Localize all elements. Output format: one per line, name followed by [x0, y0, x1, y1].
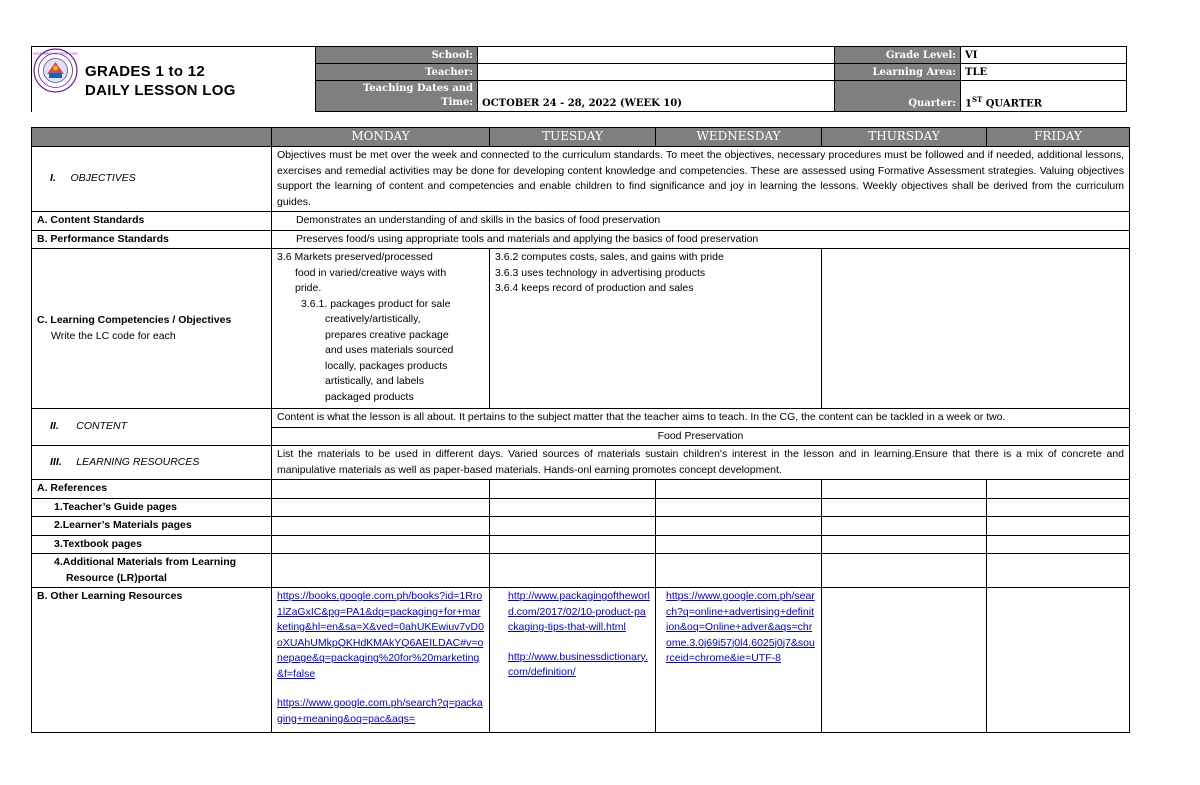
- school-label: School:: [316, 47, 478, 64]
- form-title-line1: GRADES 1 to 12: [85, 63, 206, 80]
- ref-cell[interactable]: [272, 517, 490, 536]
- comp-mon-line: and uses materials sourced: [325, 344, 454, 356]
- objectives-text: Objectives must be met over the week and connected to the curriculum standards. To meet the objectives, necessary procedures must be followed and if needed, additional lessons, exercises and remedial activities may be done for developing content knowledge and competencies. These are assessed using Formative Assessment strategies. Valuing objectives support the learning of content and competencies and enable children to find significance and joy in learning the lessons. Weekly objectives shall be derived from the curriculum guides.: [272, 147, 1130, 212]
- resources-text: List the materials to be used in different days. Varied sources of materials sustain children's interest in the lesson and in learning.Ensure that there is a mix of concrete and manipulative materials as well as paper-based materials. Hands-onl earning promotes concept development.: [272, 446, 1130, 480]
- day-tuesday: TUESDAY: [490, 128, 656, 147]
- comp-mon-line: pride.: [295, 282, 322, 294]
- ref-cell[interactable]: [490, 517, 656, 536]
- ref-cell[interactable]: [822, 535, 987, 554]
- ref-cell[interactable]: [822, 554, 987, 588]
- quarter-field[interactable]: [961, 81, 1127, 112]
- ref-cell[interactable]: [822, 498, 987, 517]
- ref-cell[interactable]: [272, 535, 490, 554]
- comp-mon-line: 3.6 Markets preserved/processed: [277, 251, 433, 263]
- header-info-table: [31, 46, 1127, 112]
- ref-cell[interactable]: [490, 480, 656, 499]
- content-label: [32, 409, 272, 446]
- title-block: [32, 47, 316, 112]
- performance-standards-text: Preserves food/s using appropriate tools and materials and applying the basics of food preservation: [272, 230, 1130, 249]
- grade-level-field[interactable]: VI: [961, 47, 1127, 64]
- ref-cell[interactable]: [987, 535, 1130, 554]
- learning-area-field[interactable]: TLE: [961, 64, 1127, 81]
- ref-cell[interactable]: [272, 554, 490, 588]
- comp-mon-line: 3.6.1. packages product for sale: [301, 297, 451, 310]
- content-text: Content is what the lesson is all about. It pertains to the subject matter that the teacher aims to teach. In the CG, the content can be tackled in a week or two.: [272, 409, 1130, 428]
- other-resources-row: [32, 588, 1130, 733]
- ref-cell[interactable]: [490, 498, 656, 517]
- lm-pages-row: [32, 517, 1130, 536]
- ref-cell[interactable]: [656, 535, 822, 554]
- days-header-row: [32, 128, 1130, 147]
- competencies-tuesday: [490, 249, 822, 409]
- performance-standards-label: B. Performance Standards: [32, 230, 272, 249]
- content-row: [32, 409, 1130, 428]
- day-thursday: THURSDAY: [822, 128, 987, 147]
- comp-mon-line: locally, packages products: [325, 359, 448, 372]
- ref-cell[interactable]: [822, 517, 987, 536]
- quarter-number: 1: [965, 98, 972, 109]
- comp-tue-line: 3.6.4 keeps record of production and sales: [495, 282, 694, 294]
- content-topic: Food Preservation: [272, 427, 1130, 446]
- content-standards-row: [32, 212, 1130, 231]
- ref-cell[interactable]: [656, 517, 822, 536]
- other-resources-monday: [272, 588, 490, 733]
- textbook-pages-label: 3.Textbook pages: [32, 535, 272, 554]
- ref-cell[interactable]: [987, 498, 1130, 517]
- ref-cell[interactable]: [272, 498, 490, 517]
- comp-mon-line: food in varied/creative ways with: [295, 266, 447, 279]
- competencies-monday: [272, 249, 490, 409]
- lr-portal-label-line2: Resource (LR)portal: [66, 571, 167, 584]
- ref-cell[interactable]: [490, 535, 656, 554]
- tg-pages-row: [32, 498, 1130, 517]
- competencies-label-cell: [32, 249, 272, 409]
- resources-label: [32, 446, 272, 480]
- learning-area-label: Learning Area:: [835, 64, 961, 81]
- teacher-label: Teacher:: [316, 64, 478, 81]
- teaching-dates-field[interactable]: OCTOBER 24 - 28, 2022 (WEEK 10): [478, 81, 835, 112]
- resource-link[interactable]: https://www.google.com.ph/search?q=online+advertising+definition&oq=Online+adver&aqs=chrome.3.0j69i57j0l4.6025j0j7&sourceid=chrome&ie=UTF-8: [666, 590, 815, 664]
- textbook-pages-row: [32, 535, 1130, 554]
- comp-mon-line: creatively/artistically,: [325, 313, 421, 325]
- days-header-corner: [32, 128, 272, 147]
- ref-cell[interactable]: [656, 498, 822, 517]
- quarter-suffix: ST: [971, 94, 983, 104]
- content-title: CONTENT: [76, 420, 128, 433]
- grade-level-label: Grade Level:: [835, 47, 961, 64]
- resource-link[interactable]: http://www.packagingoftheworld.com/2017/02/10-product-packaging-tips-that-will.html: [508, 590, 650, 633]
- lr-portal-row: [32, 554, 1130, 588]
- other-resources-label: B. Other Learning Resources: [32, 588, 272, 733]
- references-row: [32, 480, 1130, 499]
- competencies-thursday-friday: [822, 249, 1130, 409]
- content-standards-label: A. Content Standards: [32, 212, 272, 231]
- ref-cell[interactable]: [272, 480, 490, 499]
- ref-cell[interactable]: [656, 480, 822, 499]
- svg-text:KAGAWARAN NG EDUKASYON: KAGAWARAN NG EDUKASYON: [33, 51, 78, 56]
- teaching-dates-label-line1: Teaching Dates and: [362, 83, 473, 94]
- other-resources-tuesday: [490, 588, 656, 733]
- teaching-dates-label-line2: Time:: [441, 97, 473, 108]
- lr-portal-label-line1: 4.Additional Materials from Learning: [54, 556, 237, 568]
- comp-mon-line: artistically, and labels: [325, 375, 425, 387]
- other-resources-wednesday: [656, 588, 822, 733]
- quarter-label: Quarter:: [835, 81, 961, 112]
- day-friday: FRIDAY: [987, 128, 1130, 147]
- resource-link[interactable]: http://www.businessdictionary.com/definition/: [508, 650, 648, 678]
- other-resources-friday: [987, 588, 1130, 733]
- content-num: II.: [50, 420, 59, 433]
- teacher-field[interactable]: [478, 64, 835, 81]
- ref-cell[interactable]: [822, 480, 987, 499]
- ref-cell[interactable]: [987, 480, 1130, 499]
- objectives-row: [32, 147, 1130, 212]
- competencies-label: C. Learning Competencies / Objectives: [37, 314, 232, 326]
- objectives-title: OBJECTIVES: [70, 172, 136, 185]
- resource-link[interactable]: https://www.google.com.ph/search?q=packaging+meaning&oq=pac&aqs=: [277, 697, 483, 725]
- ref-cell[interactable]: [490, 554, 656, 588]
- resource-link[interactable]: https://books.google.com.ph/books?id=1Rro1lZaGxIC&pg=PA1&dq=packaging+for+marketing&hl=en&sa=X&ved=0ahUKEwiuv7vD0oXUAhUMkpQKHdKMAkYQ6AEILDAC#v=onepage&q=packaging%20for%20marketing&f=false: [277, 590, 484, 680]
- comp-tue-line: 3.6.3 uses technology in advertising products: [495, 266, 706, 279]
- form-title-line2: DAILY LESSON LOG: [85, 82, 236, 99]
- content-standards-text: Demonstrates an understanding of and skills in the basics of food preservation: [272, 212, 1130, 231]
- school-field[interactable]: [478, 47, 835, 64]
- objectives-num: I.: [50, 172, 56, 185]
- ref-cell[interactable]: [987, 517, 1130, 536]
- lm-pages-label: 2.Learner’s Materials pages: [32, 517, 272, 536]
- tg-pages-label: 1.Teacher’s Guide pages: [32, 498, 272, 517]
- ref-cell[interactable]: [656, 554, 822, 588]
- resources-title: LEARNING RESOURCES: [76, 455, 200, 468]
- competencies-sublabel: Write the LC code for each: [51, 329, 176, 342]
- teaching-dates-label: [316, 81, 478, 112]
- ref-cell[interactable]: [987, 554, 1130, 588]
- competencies-row: [32, 249, 1130, 409]
- day-wednesday: WEDNESDAY: [656, 128, 822, 147]
- references-label: A. References: [32, 480, 272, 499]
- resources-num: III.: [50, 455, 62, 468]
- comp-tue-line: 3.6.2 computes costs, sales, and gains with pride: [495, 251, 724, 263]
- comp-mon-line: packaged products: [325, 390, 414, 403]
- other-resources-thursday: [822, 588, 987, 733]
- quarter-text: QUARTER: [982, 98, 1043, 109]
- learning-resources-row: [32, 446, 1130, 480]
- lr-portal-label: [32, 554, 272, 588]
- objectives-label: [32, 147, 272, 212]
- lesson-log-table: [31, 127, 1130, 733]
- day-monday: MONDAY: [272, 128, 490, 147]
- performance-standards-row: [32, 230, 1130, 249]
- comp-mon-line: prepares creative package: [325, 328, 449, 341]
